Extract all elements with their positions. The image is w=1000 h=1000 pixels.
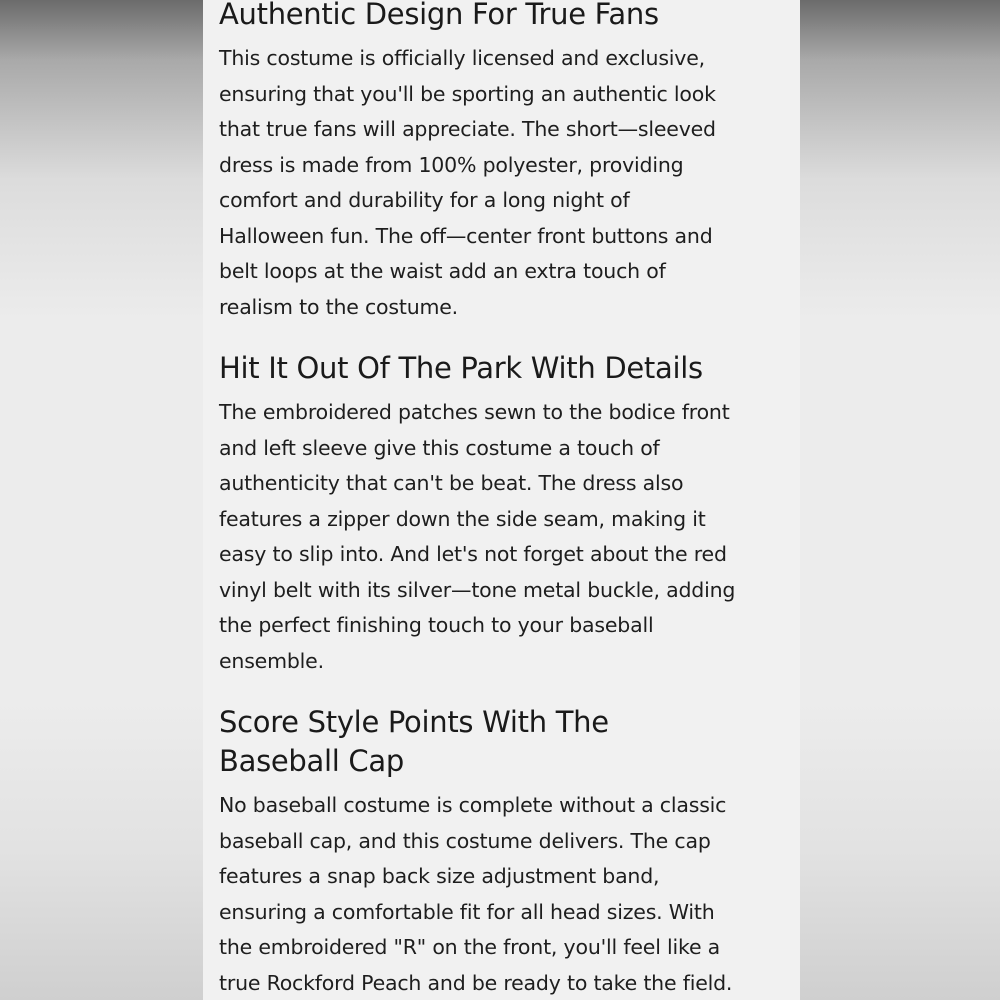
- paragraph-line: that true fans will appreciate. The short—sleeved: [219, 117, 716, 141]
- paragraph-line: true Rockford Peach and be ready to take the field.: [219, 970, 733, 995]
- section-heading-details: [219, 349, 703, 388]
- section-paragraph-details: [219, 395, 735, 679]
- section-paragraph-baseball-cap: [219, 788, 732, 1000]
- paragraph-line: the embroidered "R" on the front, you'll feel like a: [219, 935, 721, 959]
- paragraph-line: belt loops at the waist add an extra touch of: [219, 259, 666, 283]
- paragraph-line: features a zipper down the side seam, making it: [219, 506, 706, 531]
- paragraph-line: baseball cap, and this costume delivers. The cap: [219, 828, 711, 853]
- paragraph-line: the perfect finishing touch to your baseball: [219, 613, 654, 637]
- paragraph-line: dress is made from 100% polyester, providing: [219, 152, 684, 177]
- section-heading-baseball-cap: [219, 703, 609, 781]
- paragraph-line: ensuring that you'll be sporting an authentic look: [219, 81, 716, 106]
- paragraph-line: comfort and durability for a long night of: [219, 188, 630, 212]
- section-heading-authentic-design: [219, 0, 659, 34]
- paragraph-line: authenticity that can't be beat. The dress also: [219, 471, 684, 495]
- paragraph-line: No baseball costume is complete without a classic: [219, 793, 727, 817]
- section-paragraph-authentic-design: [219, 41, 716, 325]
- paragraph-line: features a snap back size adjustment band,: [219, 864, 660, 888]
- paragraph-line: Halloween fun. The off—center front buttons and: [219, 223, 713, 248]
- paragraph-line: vinyl belt with its silver—tone metal buckle, adding: [219, 577, 736, 602]
- heading-line: Score Style Points With The: [219, 705, 609, 739]
- heading-line: Hit It Out Of The Park With Details: [219, 351, 703, 385]
- paragraph-line: realism to the costume.: [219, 294, 458, 319]
- paragraph-line: and left sleeve give this costume a touch of: [219, 435, 660, 460]
- paragraph-line: ensemble.: [219, 648, 324, 673]
- heading-line: Authentic Design For True Fans: [219, 0, 659, 31]
- paragraph-line: The embroidered patches sewn to the bodice front: [219, 400, 730, 424]
- heading-line: Baseball Cap: [219, 744, 404, 778]
- paragraph-line: easy to slip into. And let's not forget about the red: [219, 542, 727, 566]
- paragraph-line: ensuring a comfortable fit for all head sizes. With: [219, 899, 715, 924]
- paragraph-line: This costume is officially licensed and exclusive,: [219, 46, 705, 70]
- article-page: [203, 0, 800, 1000]
